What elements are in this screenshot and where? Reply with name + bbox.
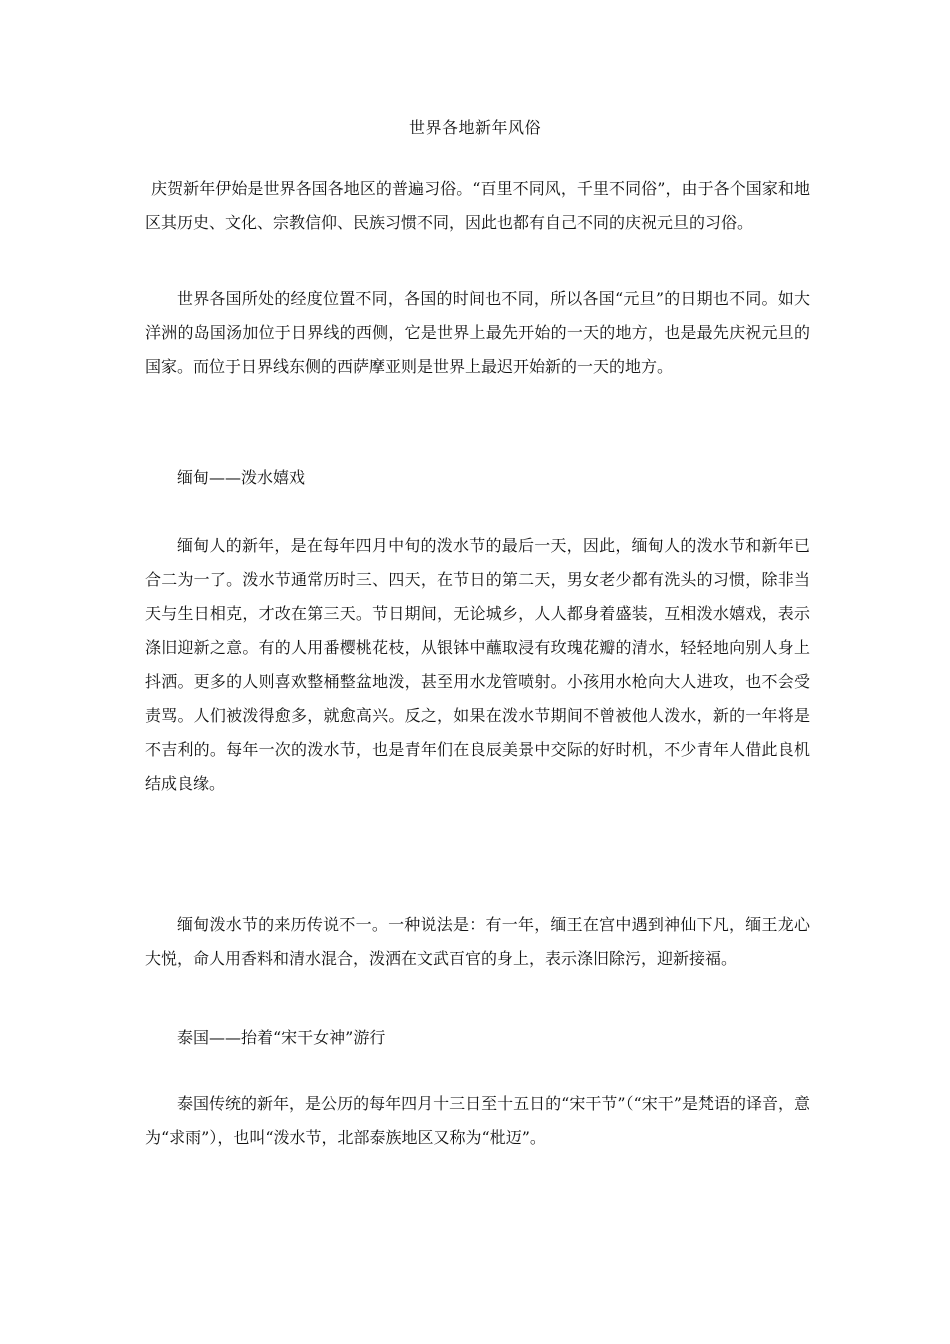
intro-paragraph: 庆贺新年伊始是世界各国各地区的普遍习俗。“百里不同风，千里不同俗”，由于各个国家和地区其历史、文化、宗教信仰、民族习惯不同，因此也都有自己不同的庆祝元旦的习俗。 bbox=[145, 179, 810, 232]
myanmar-paragraph-text: 缅甸人的新年，是在每年四月中旬的泼水节的最后一天，因此，缅甸人的泼水节和新年已合二为一了。泼水节通常历时三、四天，在节日的第二天，男女老少都有洗头的习惯，除非当天与生日相克，才改在第三天。节日期间，无论城乡，人人都身着盛装，互相泼水嬉戏，表示涤旧迎新之意。有的人用番樱桃花枝，从银钵中蘸取浸有玫瑰花瓣的清水，轻轻地向别人身上抖洒。更多的人则喜欢整桶整盆地泼，甚至用水龙管喷射。小孩用水枪向大人进攻，也不会受责骂。人们被泼得愈多，就愈高兴。反之，如果在泼水节期间不曾被他人泼水，新的一年将是不吉利的。每年一次的泼水节，也是青年们在良辰美景中交际的好时机，不少青年人借此良机结成良缘。 bbox=[145, 536, 810, 793]
thailand-paragraph: 泰国传统的新年，是公历的每年四月十三日至十五日的“宋干节”（“宋干”是梵语的译音，意为“求雨”），也叫“泼水节，北部泰族地区又称为“枇迈”。 bbox=[145, 1094, 810, 1147]
inline-link[interactable] bbox=[225, 773, 243, 789]
page-title: 世界各地新年风俗 bbox=[408, 118, 541, 137]
myanmar-origin-paragraph: 缅甸泼水节的来历传说不一。一种说法是：有一年，缅王在宫中遇到神仙下凡，缅王龙心大悦，命人用香料和清水混合，泼洒在文武百官的身上，表示涤旧除污，迎新接福。 bbox=[145, 915, 810, 968]
timezone-paragraph: 世界各国所处的经度位置不同，各国的时间也不同，所以各国“元旦”的日期也不同。如大洋洲的岛国汤加位于日界线的西侧，它是世界上最先开始的一天的地方，也是最先庆祝元旦的国家。而位于日界线东侧的西萨摩亚则是世界上最迟开始新的一天的地方。 bbox=[145, 289, 810, 376]
section-heading-thailand: 泰国——抬着“宋干女神”游行 bbox=[177, 1028, 386, 1047]
section-heading-myanmar: 缅甸——泼水嬉戏 bbox=[177, 468, 306, 487]
myanmar-paragraph bbox=[145, 529, 810, 801]
